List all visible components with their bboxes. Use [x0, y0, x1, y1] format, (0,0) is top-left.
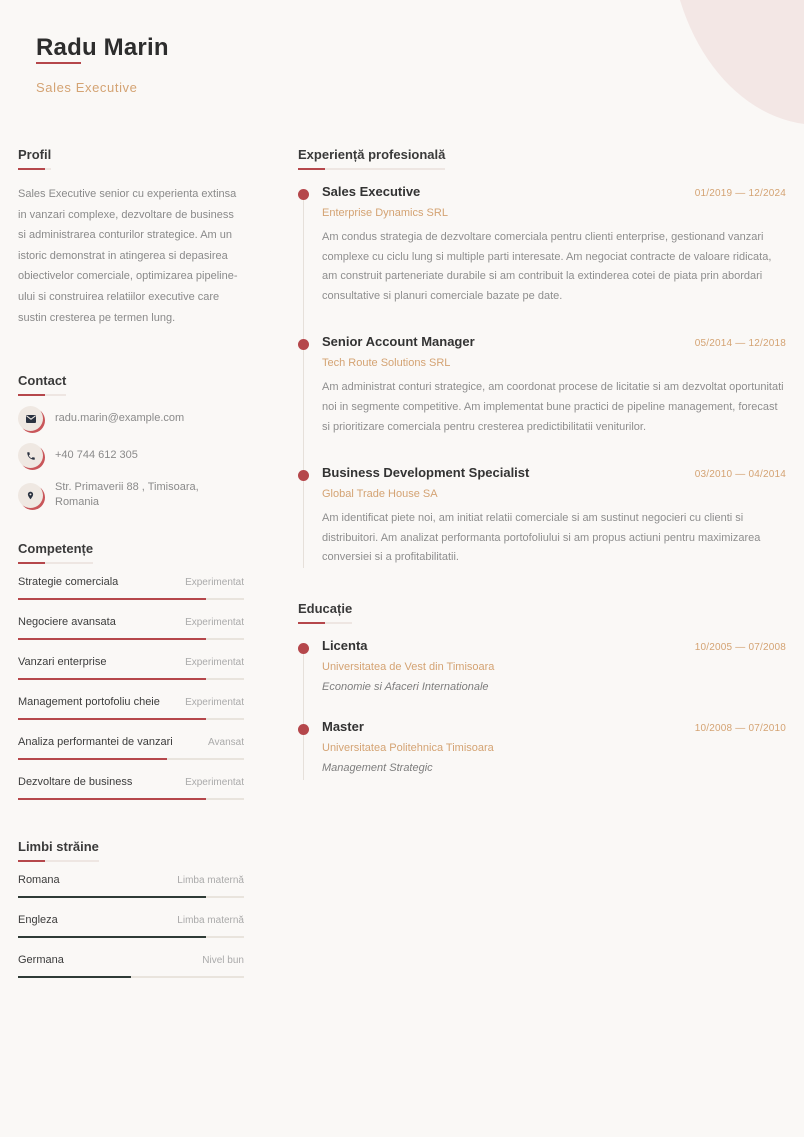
decorative-blob	[669, 0, 804, 125]
skills-list	[18, 576, 244, 800]
company-name: Tech Route Solutions SRL	[322, 357, 451, 370]
skill-bar-fill	[18, 678, 206, 680]
section-title-text: Limbi străine	[18, 839, 99, 855]
language-level: Nivel bun	[202, 955, 244, 967]
company-name: Global Trade House SA	[322, 488, 438, 501]
section-title-text: Competențe	[18, 541, 94, 557]
title-underline	[18, 860, 45, 862]
education-section	[298, 600, 786, 780]
envelope-icon	[18, 406, 43, 431]
language-bar	[18, 936, 244, 938]
skill-label: Management portofoliu cheie	[18, 696, 160, 709]
languages-section	[18, 838, 244, 978]
experience-item	[322, 465, 786, 568]
language-item	[18, 954, 244, 978]
skill-label: Vanzari enterprise	[18, 656, 107, 669]
language-label: Romana	[18, 874, 60, 887]
skill-bar	[18, 638, 244, 640]
education-item	[322, 638, 786, 693]
person-name-text: Radu Marin	[36, 34, 169, 61]
company-name: Enterprise Dynamics SRL	[322, 207, 448, 219]
language-bar-fill	[18, 976, 131, 978]
phone-icon	[18, 443, 43, 468]
timeline-line	[303, 190, 304, 568]
skill-level: Experimentat	[185, 697, 244, 709]
skill-bar-fill	[18, 718, 206, 720]
education-dates: 10/2008 — 07/2010	[694, 722, 786, 734]
skill-item	[18, 696, 244, 720]
degree: Licenta	[322, 637, 368, 653]
institution: Universitatea Politehnica Timisoara	[322, 741, 494, 754]
job-dates: 05/2014 — 12/2018	[694, 338, 786, 350]
language-item	[18, 874, 244, 898]
profile-section	[18, 146, 244, 328]
title-underline	[18, 168, 45, 170]
skill-bar	[18, 798, 244, 800]
timeline-dot	[298, 643, 309, 654]
institution: Universitatea de Vest din Timisoara	[322, 660, 495, 673]
skill-bar-fill	[18, 638, 206, 640]
degree: Master	[322, 718, 364, 734]
language-bar-fill	[18, 936, 206, 938]
skill-bar	[18, 758, 244, 760]
job-role: Business Development Specialist	[322, 465, 530, 481]
timeline-dot	[298, 724, 309, 735]
name-underline	[36, 62, 81, 64]
education-item	[322, 719, 786, 780]
skill-level: Avansat	[208, 737, 244, 749]
skill-item	[18, 656, 244, 680]
experience-item	[322, 334, 786, 437]
job-description: Am administrat conturi strategice, am coordonat procese de licitatie si am dezvoltat oportunitati noi in segmente competitive. Am implementat bune practici de pipeline management, forecast si prioritizare comerciala pentru cresterea predictibilitatii veniturilor.	[322, 381, 784, 433]
timeline-dot	[298, 470, 309, 481]
skill-item	[18, 576, 244, 600]
skill-bar-fill	[18, 798, 206, 800]
language-label: Engleza	[18, 914, 58, 927]
contact-list	[18, 406, 244, 510]
skill-bar-fill	[18, 598, 206, 600]
education-timeline	[298, 638, 786, 780]
skill-label: Strategie comerciala	[18, 576, 119, 589]
experience-timeline	[298, 184, 786, 568]
title-underline	[298, 622, 325, 624]
section-title	[298, 147, 445, 170]
language-item	[18, 914, 244, 938]
section-title-text: Contact	[18, 373, 67, 389]
title-underline	[18, 562, 45, 564]
job-role: Senior Account Manager	[322, 334, 475, 350]
skill-label: Analiza performantei de vanzari	[18, 736, 173, 749]
language-bar-fill	[18, 896, 206, 898]
section-title	[18, 373, 66, 396]
section-title-text: Profil	[18, 147, 52, 162]
left-column	[18, 146, 244, 994]
contact-phone[interactable]	[18, 443, 244, 468]
email-text: radu.marin@example.com	[55, 412, 185, 425]
experience-item	[322, 184, 786, 306]
language-bar	[18, 976, 244, 978]
title-underline	[18, 394, 45, 396]
language-level: Limba maternă	[177, 875, 244, 887]
job-dates: 01/2019 — 12/2024	[694, 188, 786, 199]
timeline-line	[303, 644, 304, 780]
section-title	[18, 839, 99, 862]
experience-section	[298, 146, 786, 568]
section-title	[298, 601, 352, 624]
skill-label: Dezvoltare de business	[18, 776, 133, 789]
job-description: Am identificat piete noi, am initiat relatii comerciale si am sustinut negocieri cu clienti si distribuitori. Am analizat performanta portofoliului si am propus actiuni pentru maximizarea conversiei si a profitabilitatii.	[322, 512, 761, 564]
map-pin-icon	[18, 483, 43, 508]
skill-item	[18, 616, 244, 640]
job-description: Am condus strategia de dezvoltare comerciala pentru clienti enterprise, gestionand vanzari complexe cu ciclu lung si multiple parti interesate. Am negociat contracte de valoare ridicata, am construit parteneriate durabile si am contribuit la extinderea cotei de piata prin abordari consultative si planuri comerciale bazate pe date.	[322, 231, 772, 302]
section-title	[18, 147, 51, 170]
skill-level: Experimentat	[185, 577, 244, 589]
job-title: Sales Executive	[36, 80, 138, 95]
person-name	[36, 34, 169, 62]
contact-section	[18, 372, 244, 510]
contact-email[interactable]	[18, 406, 244, 431]
right-column	[298, 146, 786, 780]
skill-item	[18, 776, 244, 800]
resume-header	[36, 34, 169, 95]
skill-bar	[18, 718, 244, 720]
timeline-dot	[298, 339, 309, 350]
language-bar	[18, 896, 244, 898]
job-role: Sales Executive	[322, 184, 421, 199]
timeline-dot	[298, 189, 309, 200]
address-text: Str. Primaverii 88 , Timisoara, Romania	[55, 481, 199, 509]
phone-text: +40 744 612 305	[55, 449, 138, 462]
skill-item	[18, 736, 244, 760]
title-underline	[298, 168, 325, 170]
education-dates: 10/2005 — 07/2008	[694, 641, 786, 653]
section-title-text: Experiență profesională	[298, 147, 446, 162]
field-of-study: Management Strategic	[322, 761, 433, 774]
skill-bar	[18, 678, 244, 680]
language-level: Limba maternă	[177, 915, 244, 927]
skill-level: Experimentat	[185, 657, 244, 669]
job-dates: 03/2010 — 04/2014	[694, 469, 786, 481]
languages-list	[18, 874, 244, 978]
language-label: Germana	[18, 954, 64, 967]
skill-bar-fill	[18, 758, 167, 760]
field-of-study: Economie si Afaceri Internationale	[322, 680, 489, 693]
skill-label: Negociere avansata	[18, 616, 116, 629]
skill-level: Experimentat	[185, 617, 244, 629]
skills-section	[18, 540, 244, 800]
section-title	[18, 541, 93, 564]
section-title-text: Educație	[298, 600, 353, 616]
profile-text: Sales Executive senior cu experienta extinsa in vanzari complexe, dezvoltare de business si administrarea conturilor strategice. Am un istoric demonstrat in atingerea si depasirea obiectivelor comerciale, optimizarea pipeline-ului si construirea relatiilor executive care sustin cresterea pe termen lung.	[18, 188, 238, 324]
skill-bar	[18, 598, 244, 600]
contact-address	[18, 480, 244, 510]
skill-level: Experimentat	[185, 777, 244, 789]
